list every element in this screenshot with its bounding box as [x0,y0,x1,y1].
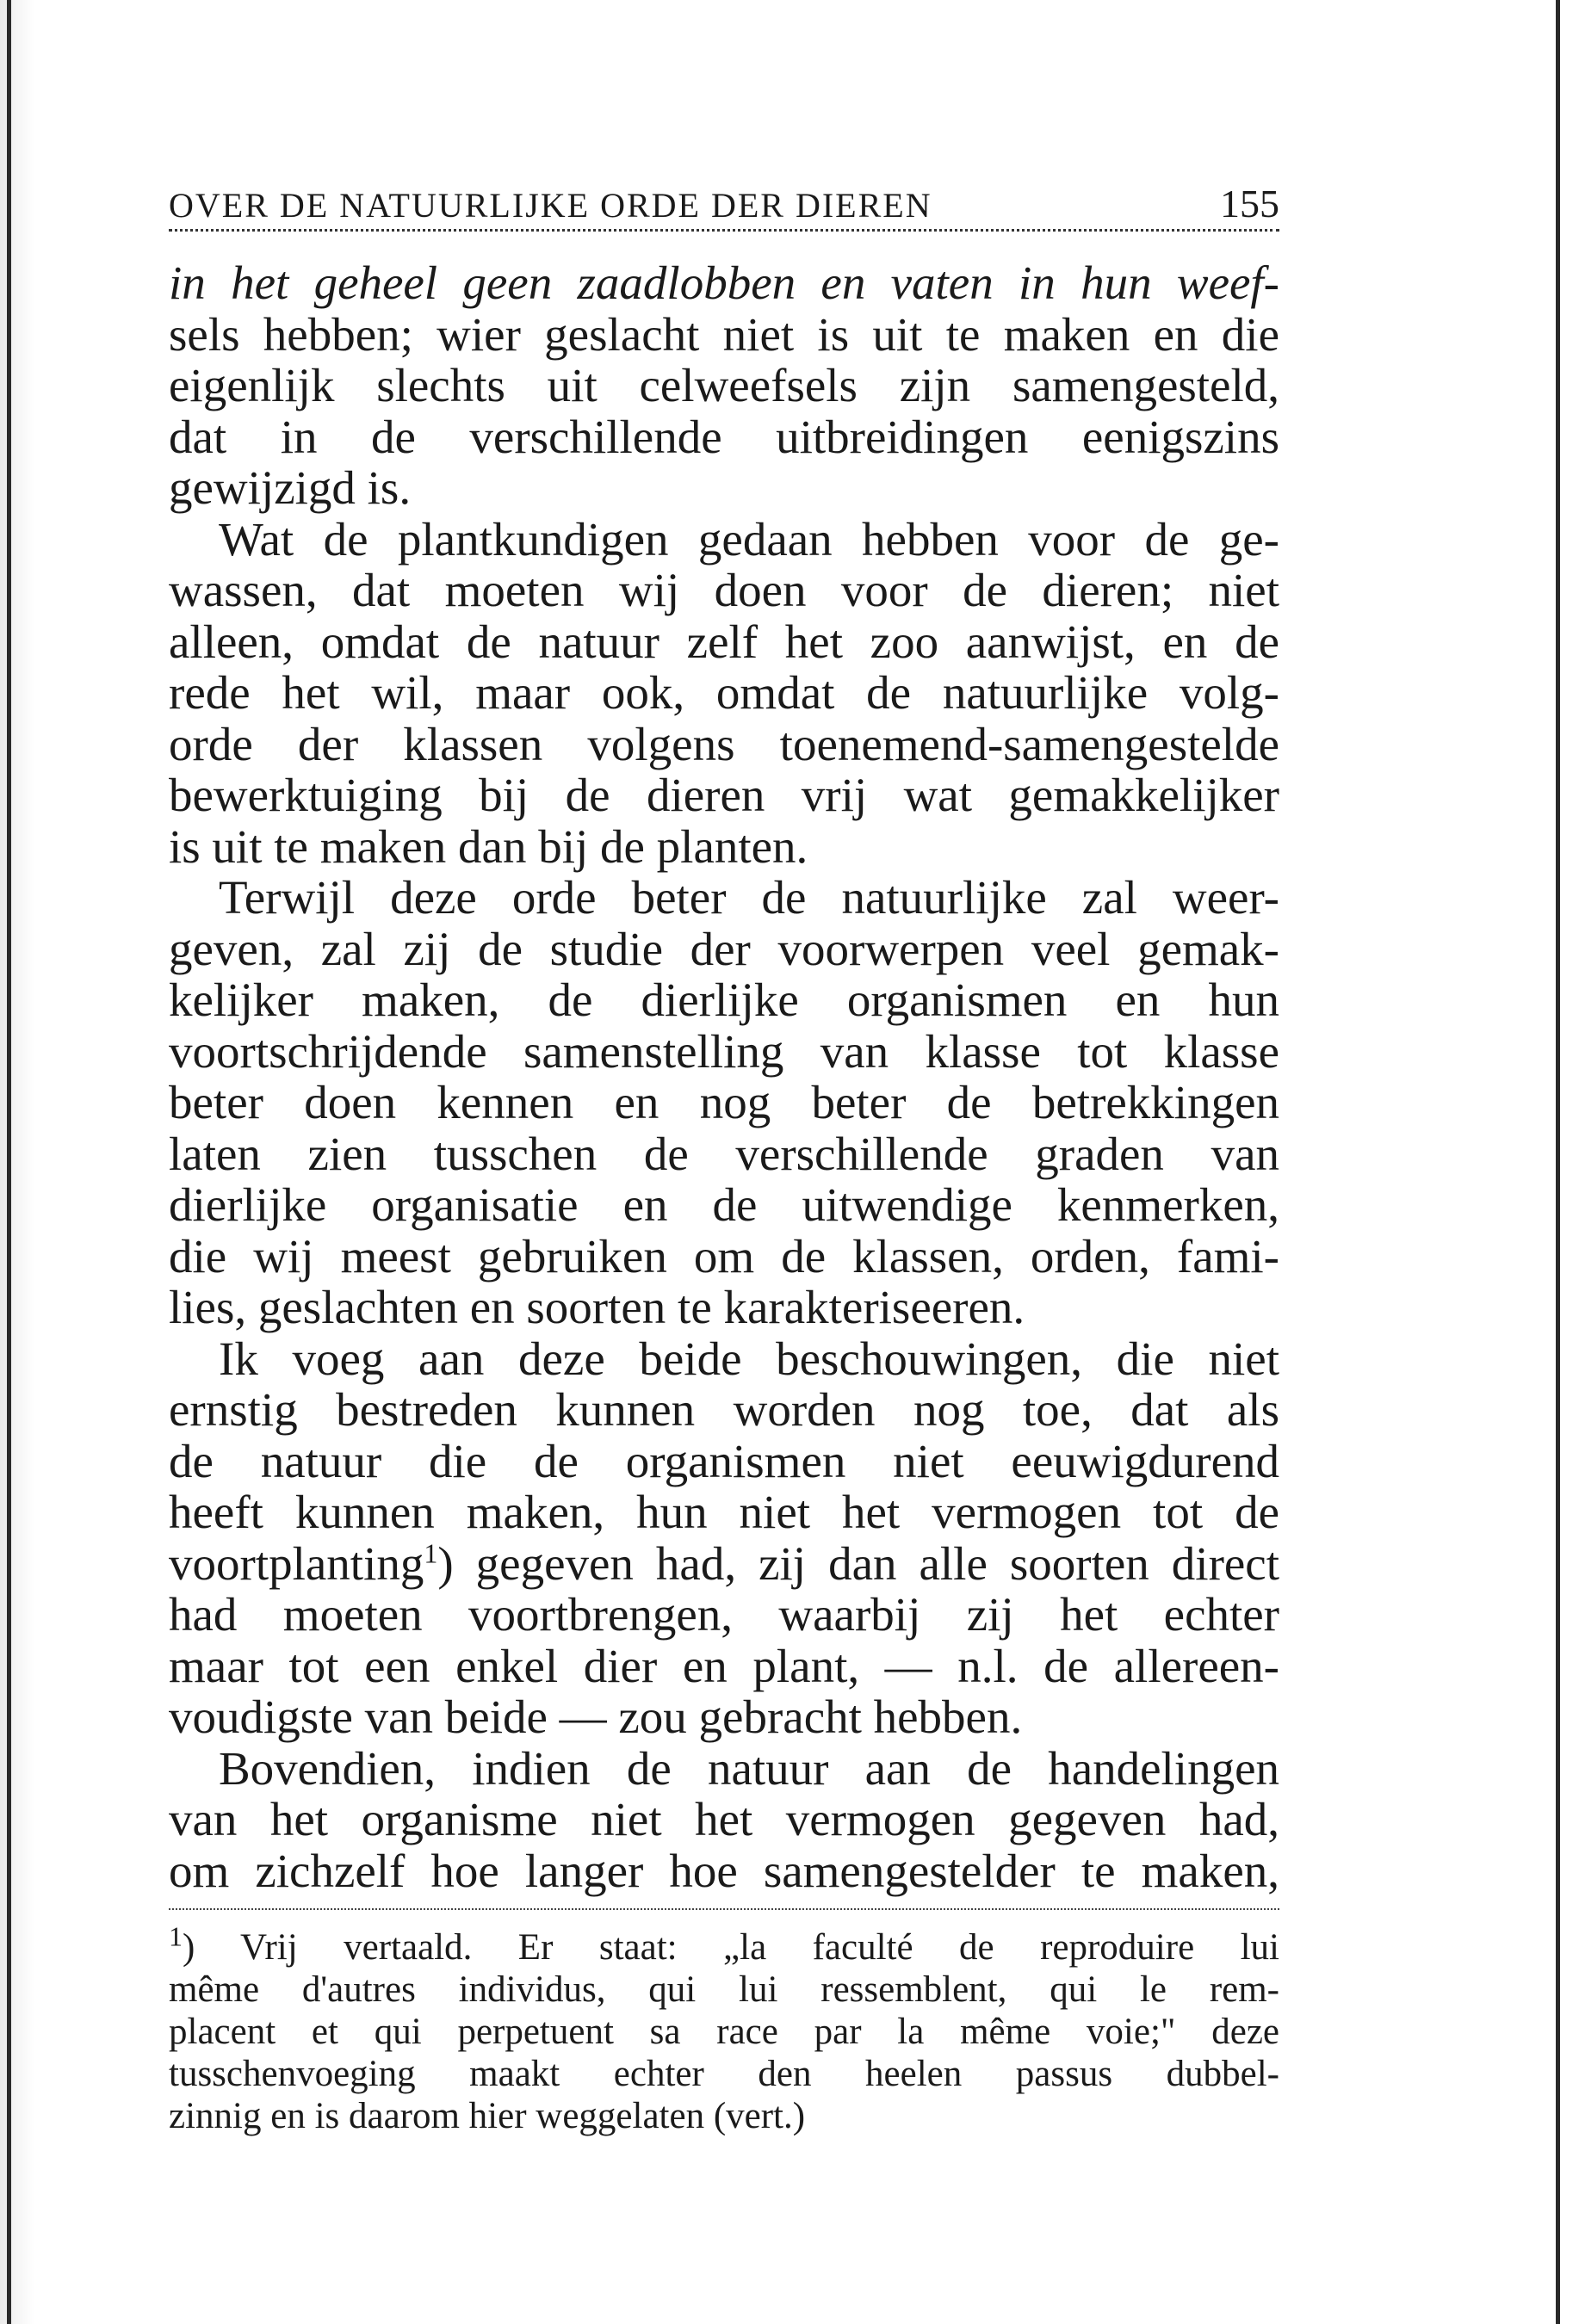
footnote-line: tusschenvoeging maakt echter den heelen passus dubbel- [169,2054,1279,2094]
footnote-line [169,1920,1279,1969]
text-line: eigenlijk slechts uit celweefsels zijn samengesteld, [169,359,1279,411]
text-line: gewijzigd is. [169,461,412,514]
text-line: die wij meest gebruiken om de klassen, orden, fami- [169,1229,1279,1283]
text-line: voudigste van beide — zou gebracht hebben. [169,1690,1023,1743]
page-edge-left [7,0,11,2324]
body-text [169,257,1279,1896]
text-line: lies, geslachten en soorten te karakteriseeren. [169,1281,1025,1333]
page-edge-right [1556,0,1560,2324]
footnote-line: même d'autres individus, qui lui ressemblent, qui le rem- [169,1969,1279,2010]
text-line: is uit te maken dan bij de planten. [169,819,808,873]
running-head [169,181,1279,232]
text-block [169,181,1279,1896]
text-line: de natuur die de organismen niet eeuwigdurend [169,1434,1279,1487]
text-line: rede het wil, maar ook, omdat de natuurlijke volg- [169,666,1279,719]
text-line: sels hebben; wier geslacht niet is uit te maken en die [169,307,1279,361]
text-line: laten zien tusschen de verschillende graden van [169,1127,1279,1180]
running-head-title: OVER DE NATUURLIJKE ORDE DER DIEREN [169,186,932,225]
text-line: wassen, dat moeten wij doen voor de dieren; niet [169,564,1279,616]
footnote-line: placent et qui perpetuent sa race par la même voie;" deze [169,2012,1279,2052]
page-number: 155 [1220,182,1279,226]
text-line: Ik voeg aan deze beide beschouwingen, die niet [219,1332,1279,1385]
text-line: Bovendien, indien de natuur aan de handelingen [219,1741,1279,1795]
text-line [169,1538,1279,1590]
text-line: heeft kunnen maken, hun niet het vermogen tot de [169,1486,1279,1538]
text-fragment: ) gegeven had, zij dan alle soorten direct [437,1536,1279,1590]
text-line: geven, zal zij de studie der voorwerpen veel gemak- [169,922,1279,975]
text-line: ernstig bestreden kunnen worden nog toe, dat als [169,1383,1279,1436]
text-line: kelijker maken, de dierlijke organismen en hun [169,973,1279,1026]
text-fragment: ) Vrij vertaald. Er staat: „la faculté de reproduire lui [183,1927,1279,1968]
footnote-divider [169,1908,1279,1910]
text-line: van het organisme niet het vermogen gegeven had, [169,1793,1279,1845]
footnote [169,1920,1279,2137]
footnote-marker: 1 [169,1920,183,1952]
text-line: alleen, omdat de natuur zelf het zoo aanwijst, en de [169,615,1279,668]
text-line: om zichzelf hoe langer hoe samengestelder te maken, [169,1844,1279,1897]
text-line: dat in de verschillende uitbreidingen eenigszins [169,410,1279,463]
text-fragment: voortplanting [169,1536,424,1590]
text-line: orde der klassen volgens toenemend-samengestelde [169,717,1279,770]
footnote-reference: 1 [424,1537,438,1569]
page-edge-shadow [0,0,34,2324]
text-line: Terwijl deze orde beter de natuurlijke zal weer- [219,871,1279,924]
text-line: dierlijke organisatie en de uitwendige kenmerken, [169,1178,1279,1231]
text-line: bewerktuiging bij de dieren vrij wat gemakkelijker [169,769,1279,821]
text-line: beter doen kennen en nog beter de betrekkingen [169,1076,1279,1128]
text-line: Wat de plantkundigen gedaan hebben voor de ge- [219,512,1279,566]
footnote-line: zinnig en is daarom hier weggelaten (vert.) [169,2096,806,2136]
text-line: in het geheel geen zaadlobben en vaten in hun weef- [169,257,1279,309]
text-line: voortschrijdende samenstelling van klasse tot klasse [169,1024,1279,1078]
text-line: had moeten voortbrengen, waarbij zij het echter [169,1588,1279,1641]
text-line: maar tot een enkel dier en plant, — n.l. de allereen- [169,1639,1279,1692]
